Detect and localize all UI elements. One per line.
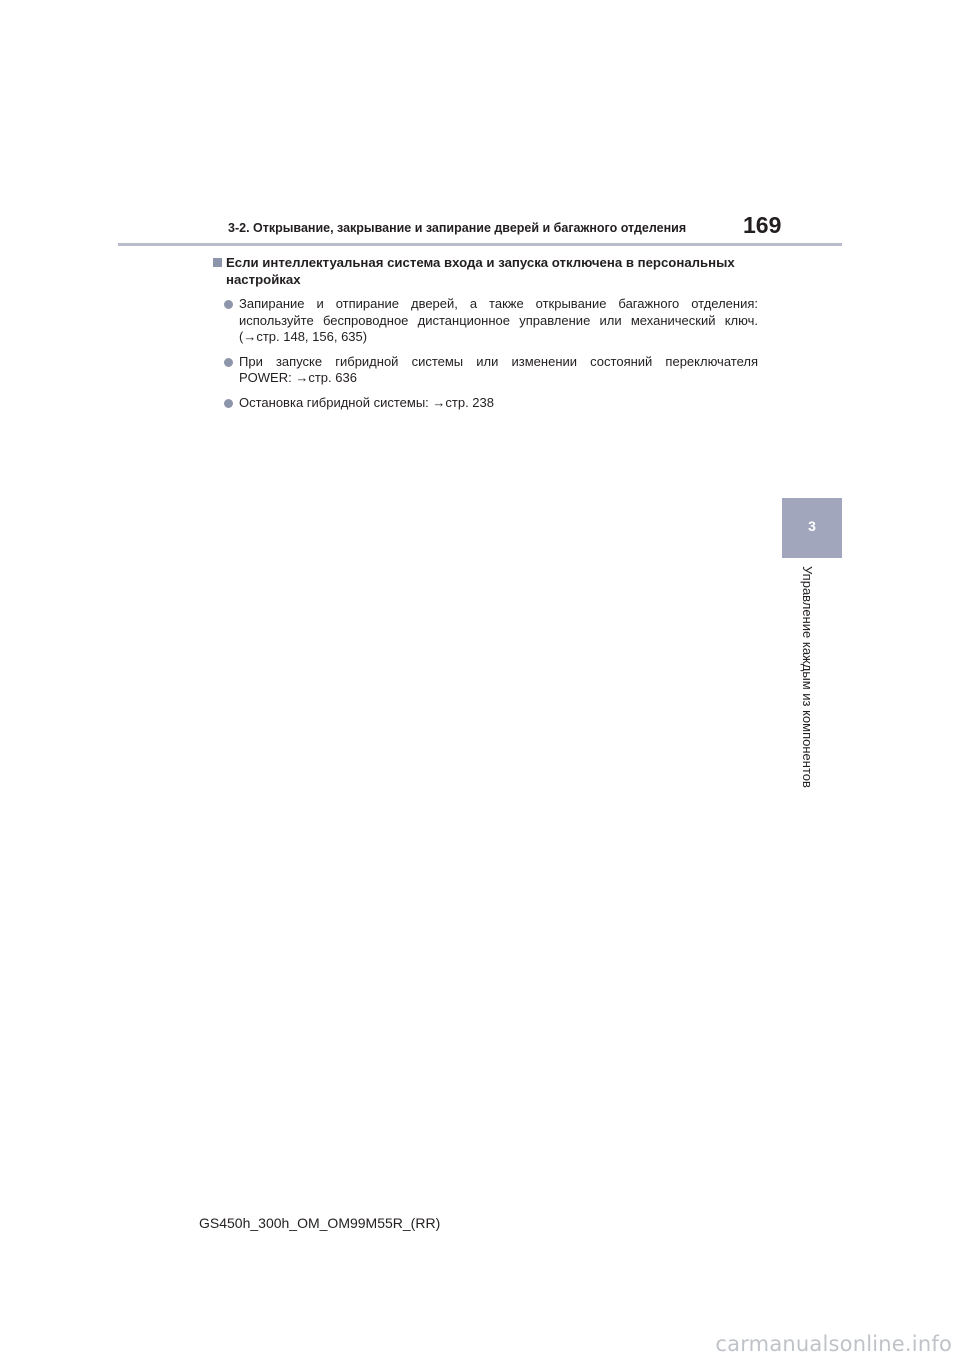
header-divider	[118, 243, 842, 246]
section-heading-text: Если интеллектуальная система входа и запуска отключена в персональных настройках	[226, 255, 735, 287]
list-item	[213, 395, 758, 412]
list-item-line: POWER: →стр. 636	[239, 370, 357, 385]
list-item-line: (→стр. 148, 156, 635)	[239, 329, 368, 344]
circle-bullet-icon	[224, 399, 233, 408]
watermark-text: carmanualsonline.info	[715, 1332, 952, 1356]
section-heading	[213, 255, 758, 288]
main-content	[213, 255, 758, 411]
list-item-line: Остановка гибридной системы: →стр. 238	[239, 394, 494, 410]
list-item	[213, 296, 758, 346]
circle-bullet-icon	[224, 300, 233, 309]
chapter-title: Управление каждым из компонентов	[800, 566, 815, 788]
list-item	[213, 354, 758, 387]
running-header-section-title: 3-2. Открывание, закрывание и запирание дверей и багажного отделения	[228, 221, 687, 235]
page-number: 169	[743, 212, 782, 238]
document-code: GS450h_300h_OM_OM99M55R_(RR)	[199, 1215, 441, 1231]
square-bullet-icon	[213, 258, 222, 267]
chapter-number: 3	[808, 518, 816, 534]
list-item-line: Запирание и отпирание дверей, а также открывание багажного отделения:	[239, 296, 758, 311]
circle-bullet-icon	[224, 358, 233, 367]
list-item-line: используйте беспроводное дистанционное управление или механический ключ.	[239, 312, 758, 328]
chapter-tab	[782, 498, 842, 558]
list-item-line: При запуске гибридной системы или изменении состояний переключателя	[239, 353, 758, 369]
